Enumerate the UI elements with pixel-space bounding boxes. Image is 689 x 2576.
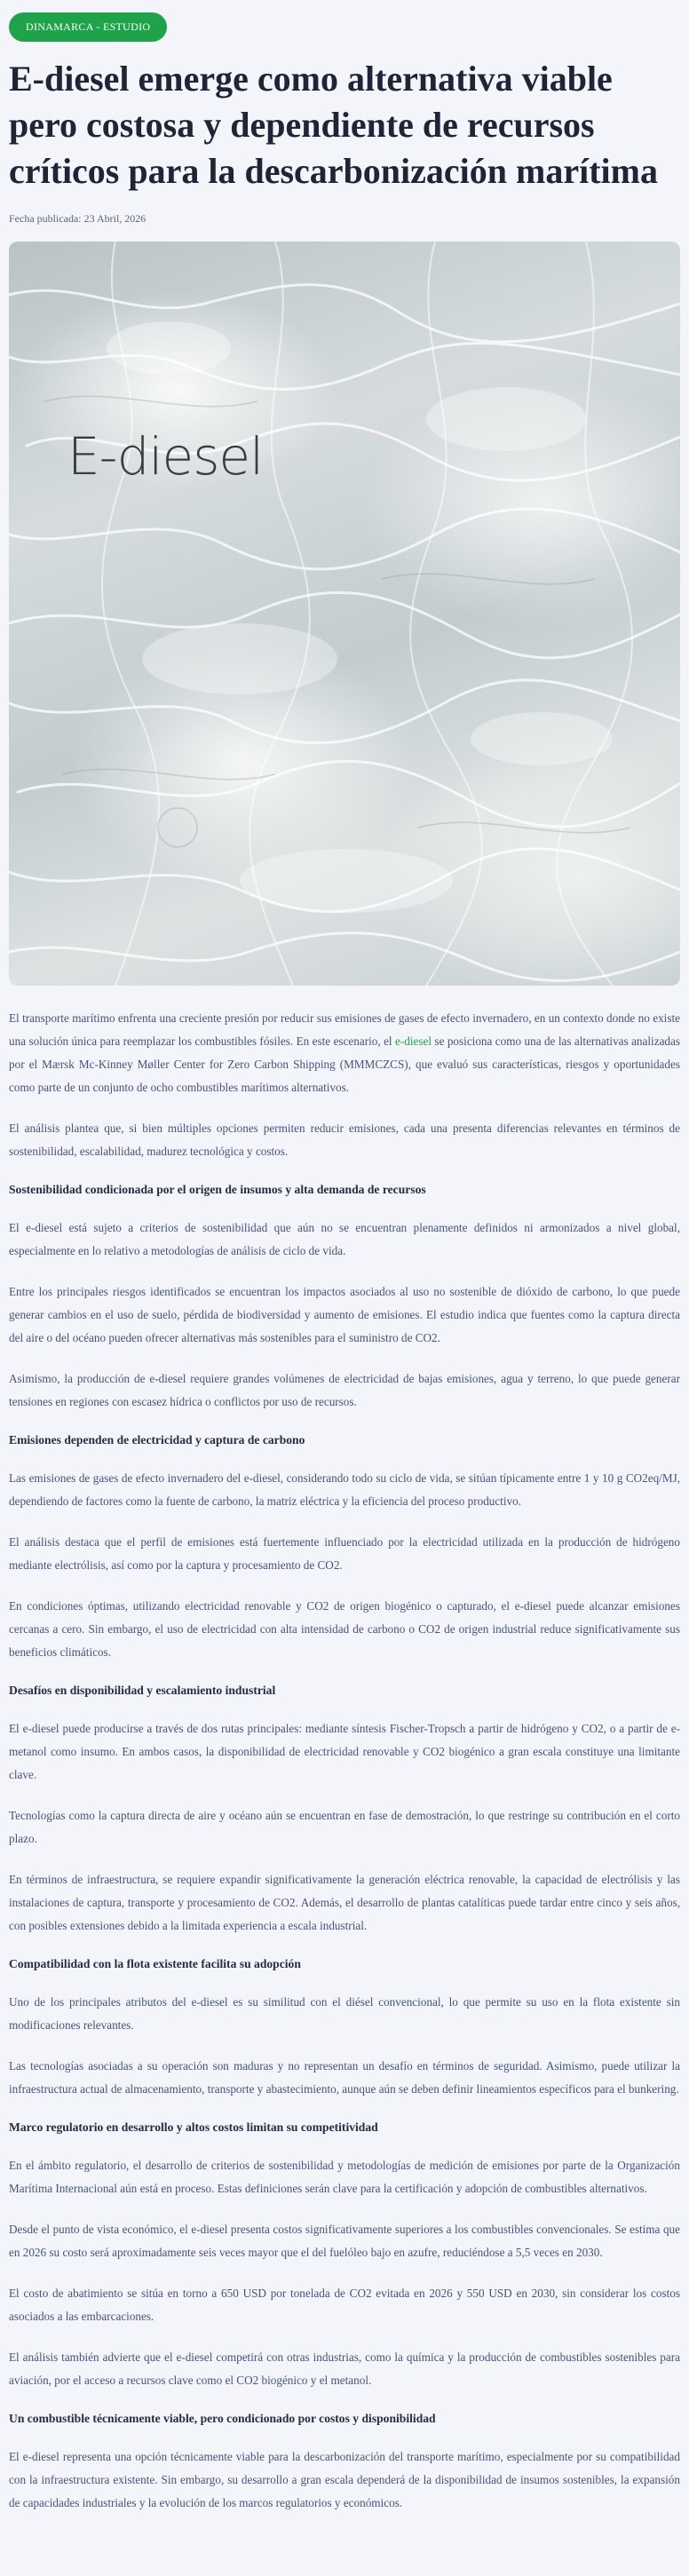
paragraph: El análisis plantea que, si bien múltiples opciones permiten reducir emisiones, cada una presenta diferencias relevantes en términos de sostenibilidad, escalabilidad, madurez tecnológica y costos.	[9, 1122, 680, 1158]
section-heading: Sostenibilidad condicionada por el origen de insumos y alta demanda de recursos	[9, 1183, 426, 1196]
paragraph: El costo de abatimiento se sitúa en torno a 650 USD por tonelada de CO2 evitada en 2026 y 550 USD en 2030, sin considerar los costos asociados a las embarcaciones.	[9, 2287, 680, 2323]
paragraph: Las emisiones de gases de efecto invernadero del e-diesel, considerando todo su ciclo de vida, se sitúan típicamente entre 1 y 10 g CO2eq/MJ, dependiendo de factores como la fuente de carbono, la matriz eléctrica y la eficiencia del proceso productivo.	[9, 1471, 680, 1508]
paragraph: El análisis destaca que el perfil de emisiones está fuertemente influenciado por la electricidad utilizada en la producción de hidrógeno mediante electrólisis, así como por la captura y procesamiento de CO2.	[9, 1535, 680, 1572]
water-caustics-graphic	[9, 242, 680, 986]
paragraph: El e-diesel puede producirse a través de dos rutas principales: mediante síntesis Fischer-Tropsch a partir de hidrógeno y CO2, o a partir de e-metanol como insumo. En ambos casos, la disponibilidad de electricidad renovable y CO2 biogénico a gran escala constituye una limitante clave.	[9, 1722, 680, 1781]
paragraph: El e-diesel está sujeto a criterios de sostenibilidad que aún no se encuentran plenamente definidos ni armonizados a nivel global, especialmente en lo relativo a metodologías de análisis de ciclo de vida.	[9, 1221, 680, 1257]
paragraph: El análisis también advierte que el e-diesel competirá con otras industrias, como la química y la producción de combustibles sostenibles para aviación, por el acceso a recursos clave como el CO2 biogénico y el metanol.	[9, 2350, 680, 2387]
paragraph: Entre los principales riesgos identificados se encuentran los impactos asociados al uso no sostenible de dióxido de carbono, lo que puede generar cambios en el uso de suelo, pérdida de biodiversidad y aumento de emisiones. El estudio indica que fuentes como la captura directa del aire o del océano pueden ofrecer alternativas más sostenibles para el suministro de CO2.	[9, 1285, 680, 1344]
paragraph-text: se posiciona como una de las alternativas analizadas por el Mærsk Mc-Kinney Møller Center for Zero Carbon Shipping (MMMCZCS), que evaluó sus características, riesgos y oportunidades como parte de un conjunto de ocho combustibles marítimos alternativos.	[9, 1034, 680, 1094]
paragraph: En el ámbito regulatorio, el desarrollo de criterios de sostenibilidad y metodologías de medición de emisiones por parte de la Organización Marítima Internacional aún está en proceso. Estas definiciones serán clave para la certificación y adopción de combustibles alternativos.	[9, 2159, 680, 2195]
publish-date: Fecha publicada: 23 Abril, 2026	[9, 212, 147, 225]
article-title: E-diesel emerge como alternativa viable pero costosa y dependiente de recursos críticos para la descarbonización marítima	[9, 59, 658, 191]
e-diesel-link[interactable]: e-diesel	[395, 1034, 432, 1048]
paragraph: Las tecnologías asociadas a su operación son maduras y no representan un desafío en términos de seguridad. Asimismo, puede utilizar la infraestructura actual de almacenamiento, transporte y abastecimiento, aunque aún se deben definir lineamientos específicos para el bunkering.	[9, 2059, 680, 2096]
hero-image	[9, 242, 680, 986]
paragraph-text: El transporte marítimo enfrenta una creciente presión por reducir sus emisiones de gases de efecto invernadero, en un contexto donde no existe una solución única para reemplazar los combustibles fósiles. En este escenario, el	[9, 1011, 680, 1048]
paragraph: Tecnologías como la captura directa de aire y océano aún se encuentran en fase de demostración, lo que restringe su contribución en el corto plazo.	[9, 1809, 680, 1845]
paragraph: En términos de infraestructura, se requiere expandir significativamente la generación eléctrica renovable, la capacidad de electrólisis y las instalaciones de captura, transporte y procesamiento de CO2. Además, el desarrollo de plantas catalíticas puede tardar entre cinco y seis años, con posibles extensiones debido a la limitada experiencia a escala industrial.	[9, 1873, 680, 1932]
paragraph	[9, 1007, 680, 1099]
section-heading: Emisiones dependen de electricidad y captura de carbono	[9, 1433, 305, 1447]
paragraph: Desde el punto de vista económico, el e-diesel presenta costos significativamente superiores a los combustibles convencionales. Se estima que en 2026 su costo será aproximadamente seis veces mayor que el del fuelóleo bajo en azufre, reduciéndose a 5,5 veces en 2030.	[9, 2223, 680, 2259]
category-tag[interactable]: DINAMARCA - ESTUDIO	[9, 12, 167, 42]
section-heading: Marco regulatorio en desarrollo y altos costos limitan su competitividad	[9, 2120, 378, 2134]
paragraph: Asimismo, la producción de e-diesel requiere grandes volúmenes de electricidad de bajas emisiones, agua y terreno, lo que puede generar tensiones en regiones con escasez hídrica o conflictos por uso de recursos.	[9, 1372, 680, 1408]
article-body	[9, 1007, 680, 2515]
section-heading: Un combustible técnicamente viable, pero condicionado por costos y disponibilidad	[9, 2412, 436, 2425]
section-heading: Compatibilidad con la flota existente facilita su adopción	[9, 1957, 301, 1970]
paragraph: Uno de los principales atributos del e-diesel es su similitud con el diésel convencional, lo que permite su uso en la flota existente sin modificaciones relevantes.	[9, 1995, 680, 2032]
paragraph: El e-diesel representa una opción técnicamente viable para la descarbonización del transporte marítimo, especialmente por su compatibilidad con la infraestructura existente. Sin embargo, su desarrollo a gran escala dependerá de la disponibilidad de insumos sostenibles, la expansión de capacidades industriales y la evolución de los marcos regulatorios y económicos.	[9, 2450, 680, 2509]
paragraph: En condiciones óptimas, utilizando electricidad renovable y CO2 de origen biogénico o capturado, el e-diesel puede alcanzar emisiones cercanas a cero. Sin embargo, el uso de electricidad con alta intensidad de carbono o CO2 de origen industrial reduce significativamente sus beneficios climáticos.	[9, 1599, 680, 1659]
section-heading: Desafíos en disponibilidad y escalamiento industrial	[9, 1684, 276, 1697]
hero-label: E-diesel	[67, 426, 264, 487]
